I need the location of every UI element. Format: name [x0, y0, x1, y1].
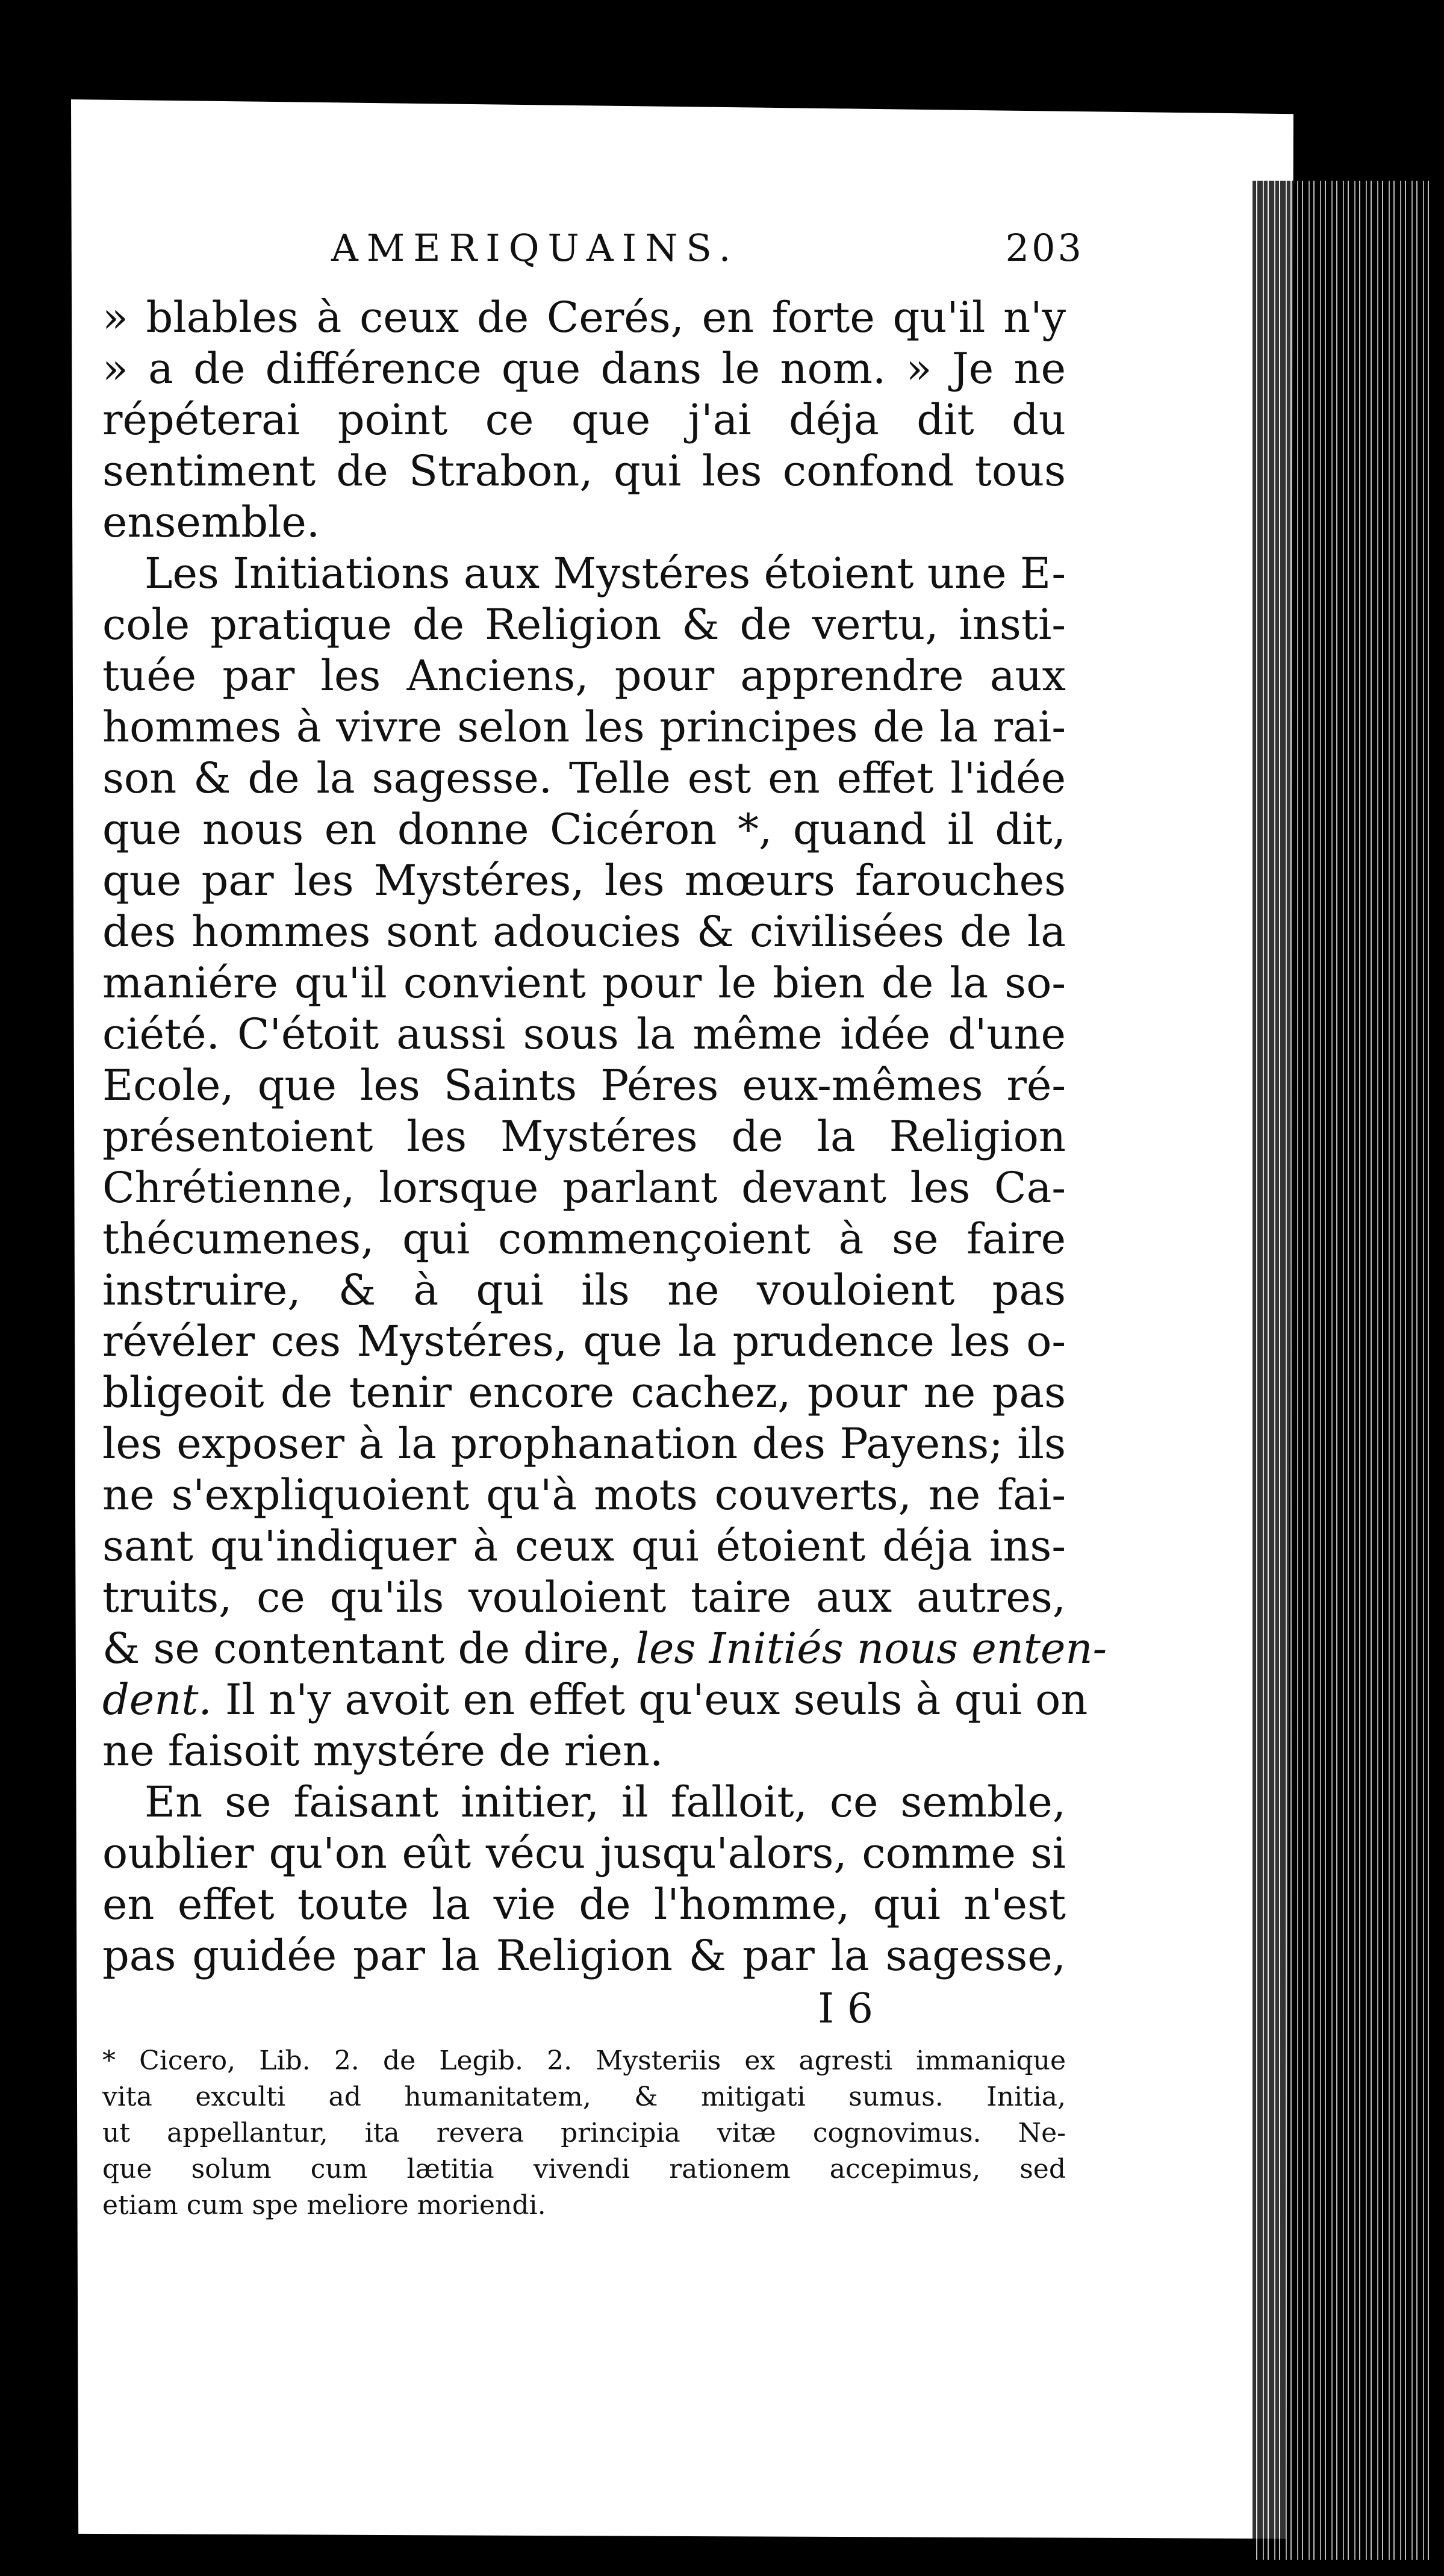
signature-mark: I 6 — [818, 1985, 873, 2033]
text-line: hommes à vivre selon les principes de la rai- — [102, 702, 1066, 752]
text-line: instruire, & à qui ils ne vouloient pas — [102, 1265, 1066, 1315]
text-line: dent. Il n'y avoit en effet qu'eux seuls à qui on — [102, 1675, 1088, 1724]
text-line: des hommes sont adoucies & civilisées de la — [102, 907, 1066, 956]
footnote-line: vita exculti ad humanitatem, & mitigati sumus. Initia, — [102, 2082, 1066, 2112]
text-line: thécumenes, qui commençoient à se faire — [102, 1214, 1066, 1264]
page-header — [102, 214, 1084, 292]
text-line: & se contentant de dire, les Initiés nous enten- — [102, 1624, 1107, 1673]
text-line: les exposer à la prophanation des Payens; ils — [102, 1419, 1066, 1468]
text-line: ne s'expliquoient qu'à mots couverts, ne fai- — [102, 1470, 1066, 1520]
running-title: AMERIQUAINS. — [331, 226, 739, 270]
footnote-line: etiam cum spe meliore moriendi. — [102, 2190, 546, 2221]
text-line: pas guidée par la Religion & par la sagesse, — [102, 1931, 1066, 1980]
text-line: » blables à ceux de Cerés, en forte qu'il n'y — [102, 293, 1066, 342]
text-line: Chrétienne, lorsque parlant devant les Ca- — [102, 1163, 1066, 1212]
body-text-continued — [102, 1726, 1066, 1982]
text-line: ensemble. — [102, 497, 320, 547]
page-number: 203 — [1005, 226, 1084, 270]
footnote-line: que solum cum lætitia vivendi rationem accepimus, sed — [102, 2154, 1066, 2185]
text-line: en effet toute la vie de l'homme, qui n'est — [102, 1880, 1066, 1929]
text-line: ciété. C'étoit aussi sous la même idée d'une — [102, 1009, 1066, 1059]
text-line: bligeoit de tenir encore cachez, pour ne pas — [102, 1368, 1066, 1417]
page-edges — [1253, 181, 1433, 2560]
text-line: truits, ce qu'ils vouloient taire aux autres, — [102, 1573, 1066, 1622]
text-line: cole pratique de Religion & de vertu, insti- — [102, 600, 1066, 649]
text-line: présentoient les Mystéres de la Religion — [102, 1112, 1066, 1161]
body-text — [102, 292, 1066, 1623]
text-line: Ecole, que les Saints Péres eux-mêmes ré- — [102, 1061, 1066, 1110]
text-line: tuée par les Anciens, pour apprendre aux — [102, 651, 1066, 700]
text-line: En se faisant initier, il falloit, ce semble, — [145, 1777, 1066, 1827]
footnote-line: * Cicero, Lib. 2. de Legib. 2. Mysteriis ex agresti immanique — [102, 2045, 1066, 2076]
text-line: répéterai point ce que j'ai déja dit du — [102, 395, 1066, 444]
text-line: ne faisoit mystére de rien. — [102, 1726, 664, 1776]
text-line: que par les Mystéres, les mœurs farouches — [102, 856, 1066, 905]
footnote-line: ut appellantur, ita revera principia vitæ cognovimus. Ne- — [102, 2118, 1066, 2148]
text-line: son & de la sagesse. Telle est en effet l'idée — [102, 753, 1066, 803]
text-line: Les Initiations aux Mystéres étoient une E- — [145, 549, 1066, 598]
footnote — [102, 2043, 1066, 2224]
text-line: oublier qu'on eût vécu jusqu'alors, comme si — [102, 1829, 1066, 1878]
page-text — [102, 214, 1107, 2224]
text-line: révéler ces Mystéres, que la prudence les o- — [102, 1317, 1066, 1366]
text-line: sant qu'indiquer à ceux qui étoient déja ins- — [102, 1521, 1066, 1571]
text-line: » a de différence que dans le nom. » Je ne — [102, 344, 1066, 393]
text-line: sentiment de Strabon, qui les confond tous — [102, 446, 1066, 496]
text-line: maniére qu'il convient pour le bien de la so- — [102, 958, 1066, 1008]
text-line: que nous en donne Cicéron *, quand il dit, — [102, 805, 1066, 854]
